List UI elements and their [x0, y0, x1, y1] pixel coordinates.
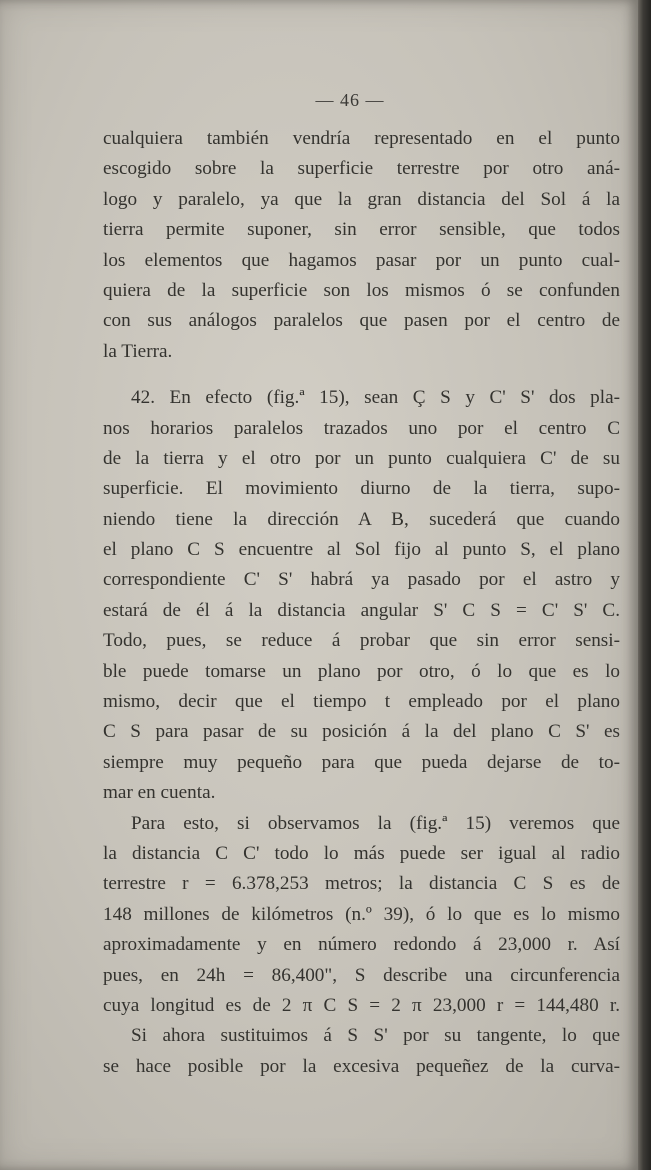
paragraph-2 — [103, 383, 620, 808]
page-number: — 46 — — [315, 90, 385, 110]
text-line: mismo, decir que el tiempo t empleado por el plano — [103, 691, 620, 713]
paragraph-4 — [103, 1021, 620, 1082]
text-line: siempre muy pequeño para que pueda dejarse de to- — [103, 751, 620, 773]
text-line: la distancia C C' todo lo más puede ser igual al radio — [103, 842, 620, 864]
text-line: 148 millones de kilómetros (n.º 39), ó lo que es lo mismo — [103, 903, 620, 925]
text-line: correspondiente C' S' habrá ya pasado por el astro y — [103, 569, 620, 591]
text-line: se hace posible por la excesiva pequeñez de la curva- — [103, 1055, 620, 1077]
paragraph-3 — [103, 809, 620, 1022]
text-line: 42. En efecto (fig.ª 15), sean Ç S y C' S' dos pla- — [131, 387, 620, 409]
text-line: quiera de la superficie son los mismos ó se confunden — [103, 279, 620, 301]
text-line: Todo, pues, se reduce á probar que sin error sensi- — [103, 630, 620, 652]
text-line: aproximadamente y en número redondo á 23,000 r. Así — [103, 934, 620, 956]
text-line: terrestre r = 6.378,253 metros; la distancia C S es de — [103, 873, 620, 895]
text-line: los elementos que hagamos pasar por un punto cual- — [103, 249, 620, 271]
text-line: estará de él á la distancia angular S' C S = C' S' C. — [103, 599, 620, 621]
text-line: la Tierra. — [103, 340, 173, 362]
paragraph-1 — [103, 124, 620, 367]
text-line: superficie. El movimiento diurno de la tierra, supo- — [103, 478, 620, 500]
body-text — [103, 124, 620, 1082]
text-line: tierra permite suponer, sin error sensible, que todos — [103, 219, 620, 241]
text-line: Para esto, si observamos la (fig.ª 15) veremos que — [131, 812, 620, 834]
text-line: cuya longitud es de 2 π C S = 2 π 23,000 r = 144,480 r. — [103, 994, 620, 1016]
text-line: Si ahora sustituimos á S S' por su tangente, lo que — [131, 1025, 620, 1047]
text-line: ble puede tomarse un plano por otro, ó lo que es lo — [103, 660, 620, 682]
text-line: el plano C S encuentre al Sol fijo al punto S, el plano — [103, 539, 620, 561]
text-line: C S para pasar de su posición á la del plano C S' es — [103, 721, 620, 743]
text-line: pues, en 24h = 86,400", S describe una circunferencia — [103, 964, 620, 986]
text-line: con sus análogos paralelos que pasen por el centro de — [103, 310, 620, 332]
text-line: escogido sobre la superficie terrestre por otro aná- — [103, 158, 620, 180]
text-line: niendo tiene la dirección A B, sucederá que cuando — [103, 508, 620, 530]
text-line: mar en cuenta. — [103, 782, 216, 804]
text-line: nos horarios paralelos trazados uno por el centro C — [103, 417, 620, 439]
text-line: cualquiera también vendría representado en el punto — [103, 128, 620, 149]
text-line: logo y paralelo, ya que la gran distancia del Sol á la — [103, 188, 620, 210]
text-line: de la tierra y el otro por un punto cualquiera C' de su — [103, 447, 620, 469]
book-spine-edge — [638, 0, 651, 1170]
